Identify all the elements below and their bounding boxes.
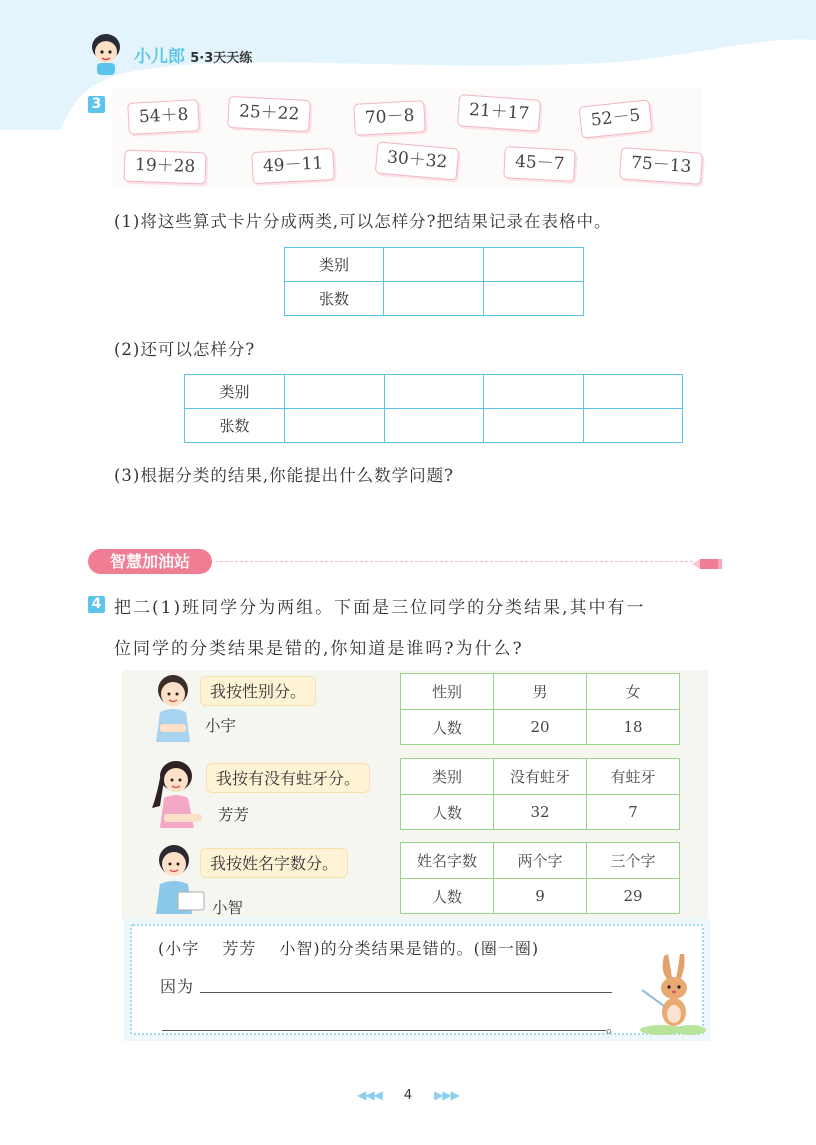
equation-card: 70－8	[353, 100, 426, 136]
table-cell: 人数	[401, 795, 494, 830]
next-arrows-icon: ▶▶▶	[434, 1088, 459, 1102]
table-blank-cell[interactable]	[484, 375, 584, 409]
table-cell: 性别	[401, 674, 494, 710]
table-blank-cell[interactable]	[384, 282, 484, 316]
girl-student-icon	[150, 758, 206, 828]
page-footer	[0, 1088, 816, 1103]
answer-table-2	[184, 374, 683, 443]
table-cell: 18	[587, 710, 680, 745]
equation-card: 52－5	[579, 99, 653, 138]
question-4-number: 4	[88, 596, 105, 613]
q3-part2-text: (2)还可以怎样分?	[114, 340, 256, 359]
equation-card: 21＋17	[457, 94, 541, 132]
equation-card: 75－13	[619, 147, 703, 185]
table-cell: 20	[494, 710, 587, 745]
table-cell: 没有蛀牙	[494, 759, 587, 795]
table-cell: 9	[494, 879, 587, 914]
equation-card: 30＋32	[375, 141, 460, 180]
table-blank-cell[interactable]	[584, 409, 683, 443]
answer-table-1	[284, 247, 584, 316]
table-cell: 人数	[401, 879, 494, 914]
table-cell: 29	[587, 879, 680, 914]
table-cell: 类别	[401, 759, 494, 795]
page-number: 4	[403, 1088, 413, 1103]
table-cell: 有蛀牙	[587, 759, 680, 795]
q4-text-line2: 位同学的分类结果是错的,你知道是谁吗?为什么?	[114, 639, 524, 659]
table-cell: 姓名字数	[401, 843, 494, 879]
period-mark: 。	[606, 1017, 624, 1036]
table-blank-cell[interactable]	[285, 375, 385, 409]
speech-bubble: 我按有没有蛀牙分。	[206, 763, 370, 793]
table-blank-cell[interactable]	[484, 409, 584, 443]
equation-card: 19＋28	[123, 150, 206, 185]
rabbit-teacher-icon	[640, 950, 708, 1036]
table-cell: 32	[494, 795, 587, 830]
table-blank-cell[interactable]	[484, 282, 584, 316]
student-table-2	[400, 758, 680, 830]
table-blank-cell[interactable]	[584, 375, 683, 409]
equation-card: 54＋8	[127, 99, 200, 135]
table-label-category: 类别	[285, 248, 384, 282]
equation-card: 45－7	[503, 146, 576, 182]
table-blank-cell[interactable]	[484, 248, 584, 282]
student-name: 小智	[212, 899, 244, 917]
table-cell: 人数	[401, 710, 494, 745]
table-label-count: 张数	[185, 409, 285, 443]
table-cell: 三个字	[587, 843, 680, 879]
equation-card: 25＋22	[227, 96, 311, 132]
table-cell: 男	[494, 674, 587, 710]
student-table-3	[400, 842, 680, 914]
table-blank-cell[interactable]	[385, 409, 484, 443]
student-name: 芳芳	[218, 806, 250, 824]
table-blank-cell[interactable]	[285, 409, 385, 443]
because-label: 因为	[160, 977, 195, 996]
q3-part1-text: (1)将这些算式卡片分成两类,可以怎样分?把结果记录在表格中。	[114, 212, 612, 231]
speech-bubble: 我按性别分。	[200, 676, 316, 706]
answer-circle-line[interactable]: (小字 芳芳 小智)的分类结果是错的。(圈一圈)	[158, 939, 540, 958]
answer-blank-line-1[interactable]	[200, 992, 612, 993]
table-cell: 两个字	[494, 843, 587, 879]
student-table-1	[400, 673, 680, 745]
brand-name: 小儿郎	[134, 47, 185, 67]
q4-text-line1: 把二(1)班同学分为两组。下面是三位同学的分类结果,其中有一	[114, 598, 646, 618]
equation-card: 49－11	[251, 148, 335, 184]
table-cell: 7	[587, 795, 680, 830]
section-title-pill: 智慧加油站	[88, 549, 212, 574]
table-label-count: 张数	[285, 282, 384, 316]
section-divider	[215, 561, 693, 562]
q3-part3-text: (3)根据分类的结果,你能提出什么数学问题?	[114, 466, 454, 485]
student-name: 小宇	[205, 717, 237, 735]
pencil-icon	[692, 555, 722, 567]
table-label-category: 类别	[185, 375, 285, 409]
table-cell: 女	[587, 674, 680, 710]
answer-blank-line-2[interactable]	[162, 1030, 606, 1031]
boy-mascot-icon	[86, 32, 126, 76]
table-blank-cell[interactable]	[385, 375, 484, 409]
table-blank-cell[interactable]	[384, 248, 484, 282]
question-3-number: 3	[88, 96, 105, 113]
prev-arrows-icon: ◀◀◀	[357, 1088, 382, 1102]
boy-student-icon	[150, 672, 196, 742]
series-name: 5·3天天练	[190, 51, 253, 66]
speech-bubble: 我按姓名字数分。	[200, 848, 348, 878]
header-title	[134, 42, 252, 67]
